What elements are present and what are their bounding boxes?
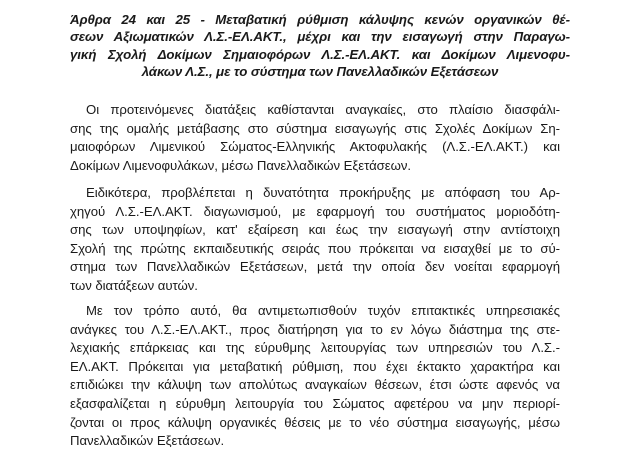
paragraph-line: Πανελλαδικών Εξετάσεων. bbox=[70, 433, 225, 449]
paragraph-line: μαιοφόρων Λιμενικού Σώματος-Ελληνικής Ακτοφυλακής (Λ.Σ.-ΕΛ.ΑΚΤ.) και bbox=[70, 139, 560, 155]
paragraph-line: εξασφαλίζεται η εύρυθμη λειτουργία του Σώματος αφετέρου να μην περιορί- bbox=[70, 395, 560, 411]
heading-line: λάκων Λ.Σ., με το σύστημα των Πανελλαδικών Εξετάσεων bbox=[141, 63, 499, 79]
heading-line: Άρθρα 24 και 25 - Μεταβατική ρύθμιση κάλυψης κενών οργανικών θέ- bbox=[70, 12, 570, 27]
paragraph-specifics bbox=[70, 184, 560, 296]
paragraph-line: λεχιακής επάρκειας και της εύρυθμης λειτουργίας των υπηρεσιών του Λ.Σ.- bbox=[70, 340, 560, 356]
paragraph-line: επιδιώκει την κάλυψη των απολύτως αναγκαίων θέσεων, έτσι ώστε αφενός να bbox=[70, 377, 560, 393]
paragraph-line: χηγού Λ.Σ.-ΕΛ.ΑΚΤ. διαγωνισμού, με εφαρμογή του συστήματος μοριοδότη- bbox=[70, 203, 560, 219]
heading-line: γική Σχολή Δοκίμων Σημαιοφόρων Λ.Σ.-ΕΛ.ΑΚΤ. και Δοκίμων Λιμενοφυ- bbox=[70, 46, 570, 62]
paragraph-line: Οι προτεινόμενες διατάξεις καθίστανται αναγκαίες, στο πλαίσιο διασφάλι- bbox=[86, 102, 560, 117]
paragraph-line: σης της ομαλής μετάβασης στο σύστημα εισαγωγής στις Σχολές Δοκίμων Ση- bbox=[70, 120, 560, 136]
paragraph-necessity bbox=[70, 101, 560, 175]
paragraph-line: Με τον τρόπο αυτό, θα αντιμετωπισθούν τυχόν επιτακτικές υπηρεσιακές bbox=[86, 303, 560, 318]
article-heading bbox=[70, 11, 570, 80]
paragraph-outcome bbox=[70, 302, 560, 451]
paragraph-line: ανάγκες του Λ.Σ.-ΕΛ.ΑΚΤ., προς διατήρηση για το εν λόγω διάστημα της στε- bbox=[70, 321, 560, 337]
paragraph-line: Σχολή της πρώτης εκπαιδευτικής σειράς που πρόκειται να εισαχθεί με το σύ- bbox=[70, 240, 560, 256]
paragraph-line: Δοκίμων Λιμενοφυλάκων, μέσω Πανελλαδικών Εξετάσεων. bbox=[70, 157, 411, 173]
paragraph-line: των διατάξεων αυτών. bbox=[70, 277, 198, 293]
paragraph-line: σης των υποψηφίων, κατ' εξαίρεση και έως την εισαγωγή στην αντίστοιχη bbox=[70, 222, 560, 238]
paragraph-line: στημα των Πανελλαδικών Εξετάσεων, μετά την οποία δεν νοείται εφαρμογή bbox=[70, 259, 560, 275]
heading-line: σεων Αξιωματικών Λ.Σ.-ΕΛ.ΑΚΤ., μέχρι και την εισαγωγή στην Παραγω- bbox=[70, 29, 570, 45]
paragraph-line: ζονται οι προς κάλυψη οργανικές θέσεις με το νέο σύστημα εισαγωγής, μέσω bbox=[70, 414, 560, 430]
paragraph-line: Ειδικότερα, προβλέπεται η δυνατότητα προκήρυξης με απόφαση του Αρ- bbox=[86, 185, 560, 200]
paragraph-line: ΕΛ.ΑΚΤ. Πρόκειται για μεταβατική ρύθμιση, που έχει έκτακτο χαρακτήρα και bbox=[70, 358, 560, 374]
